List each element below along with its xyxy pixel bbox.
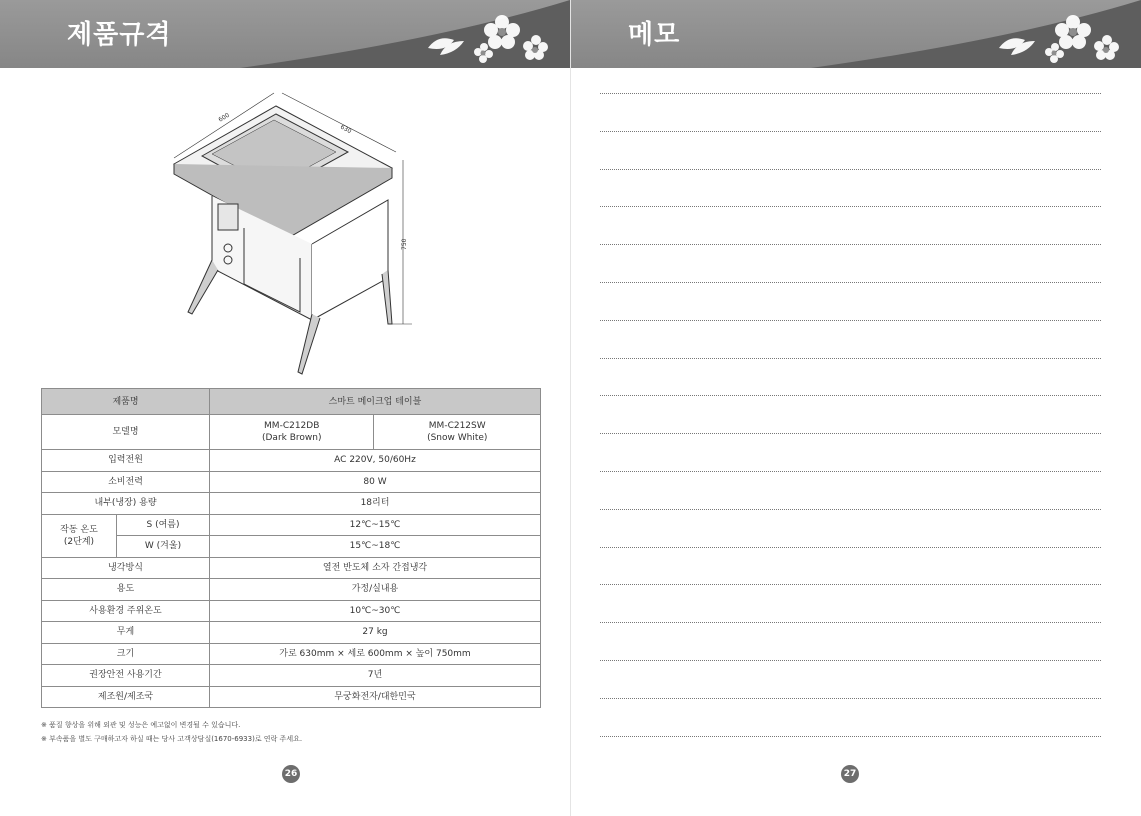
table-row — [42, 643, 541, 665]
dimension-depth: 600 — [217, 111, 231, 124]
row-label: 용도 — [42, 579, 210, 601]
row-label: 소비전력 — [42, 471, 210, 493]
table-row — [42, 450, 541, 472]
flower-decoration-icon — [240, 0, 570, 68]
table-row — [42, 665, 541, 687]
memo-line[interactable] — [600, 699, 1101, 737]
row-value: 열전 반도체 소자 간접냉각 — [210, 557, 541, 579]
row-value: 80 W — [210, 471, 541, 493]
memo-line[interactable] — [600, 472, 1101, 510]
model-cell — [374, 415, 541, 450]
memo-line[interactable] — [600, 585, 1101, 623]
row-label: 냉각방식 — [42, 557, 210, 579]
table-header-value: 스마트 메이크업 테이블 — [210, 389, 541, 415]
row-value: 27 kg — [210, 622, 541, 644]
product-drawing — [160, 88, 430, 378]
row-label: 입력전원 — [42, 450, 210, 472]
memo-line[interactable] — [600, 434, 1101, 472]
operating-temp-title: 작동 온도 — [60, 524, 98, 535]
row-value: 12℃~15℃ — [210, 514, 541, 536]
memo-line[interactable] — [600, 94, 1101, 132]
table-row — [42, 557, 541, 579]
memo-line[interactable] — [600, 170, 1101, 208]
operating-temp-label — [42, 514, 117, 557]
right-page — [571, 0, 1141, 816]
row-label: 제조원/제조국 — [42, 686, 210, 708]
dimension-height: 750 — [401, 238, 408, 250]
table-row — [42, 471, 541, 493]
row-value: 10℃~30℃ — [210, 600, 541, 622]
table-row — [42, 622, 541, 644]
memo-line[interactable] — [600, 623, 1101, 661]
model-code: MM-C212DB — [264, 421, 320, 431]
row-value: 가정/실내용 — [210, 579, 541, 601]
model-cell — [210, 415, 374, 450]
row-label: 권장안전 사용기간 — [42, 665, 210, 687]
table-header-label: 제품명 — [42, 389, 210, 415]
row-label: 무게 — [42, 622, 210, 644]
row-value: 18리터 — [210, 493, 541, 515]
page-number: 27 — [841, 765, 859, 783]
dimension-width: 630 — [339, 123, 353, 136]
spec-table — [41, 388, 541, 708]
memo-line[interactable] — [600, 548, 1101, 586]
memo-lines — [600, 93, 1101, 737]
row-label: 모델명 — [42, 415, 210, 450]
row-label: 내부(냉장) 용량 — [42, 493, 210, 515]
row-label: 크기 — [42, 643, 210, 665]
footnotes — [41, 718, 302, 746]
footnote: ※ 부속품을 별도 구매하고자 하실 때는 당사 고객상담실(1670-6933)로 연락 주세요. — [41, 735, 303, 743]
model-color: (Snow White) — [427, 433, 488, 443]
header-band — [571, 0, 1141, 68]
table-row — [42, 415, 541, 450]
memo-line[interactable] — [600, 207, 1101, 245]
model-color: (Dark Brown) — [261, 433, 322, 443]
row-value: 15℃~18℃ — [210, 536, 541, 558]
footnote: ※ 품질 향상을 위해 외관 및 성능은 예고없이 변경될 수 있습니다. — [41, 721, 241, 729]
table-row — [42, 686, 541, 708]
row-value: 무궁화전자/대한민국 — [210, 686, 541, 708]
operating-temp-sublabel: (2단계) — [63, 536, 95, 547]
row-value: AC 220V, 50/60Hz — [210, 450, 541, 472]
memo-line[interactable] — [600, 661, 1101, 699]
memo-line[interactable] — [600, 283, 1101, 321]
temp-mode: S (여름) — [117, 514, 210, 536]
table-row — [42, 579, 541, 601]
memo-line[interactable] — [600, 321, 1101, 359]
row-label: 사용환경 주위온도 — [42, 600, 210, 622]
row-value: 가로 630mm × 세로 600mm × 높이 750mm — [210, 643, 541, 665]
memo-line[interactable] — [600, 396, 1101, 434]
page-title: 제품규격 — [67, 20, 172, 50]
memo-line[interactable] — [600, 245, 1101, 283]
page-number: 26 — [282, 765, 300, 783]
row-value: 7년 — [210, 665, 541, 687]
memo-line[interactable] — [600, 359, 1101, 397]
table-row — [42, 493, 541, 515]
page-title: 메모 — [628, 20, 681, 50]
table-row — [42, 536, 541, 558]
header-band — [0, 0, 570, 68]
memo-line[interactable] — [600, 510, 1101, 548]
left-page — [0, 0, 570, 816]
flower-decoration-icon — [811, 0, 1141, 68]
temp-mode: W (겨울) — [117, 536, 210, 558]
model-code: MM-C212SW — [428, 421, 486, 431]
memo-line[interactable] — [600, 132, 1101, 170]
table-row — [42, 600, 541, 622]
table-row — [42, 514, 541, 536]
